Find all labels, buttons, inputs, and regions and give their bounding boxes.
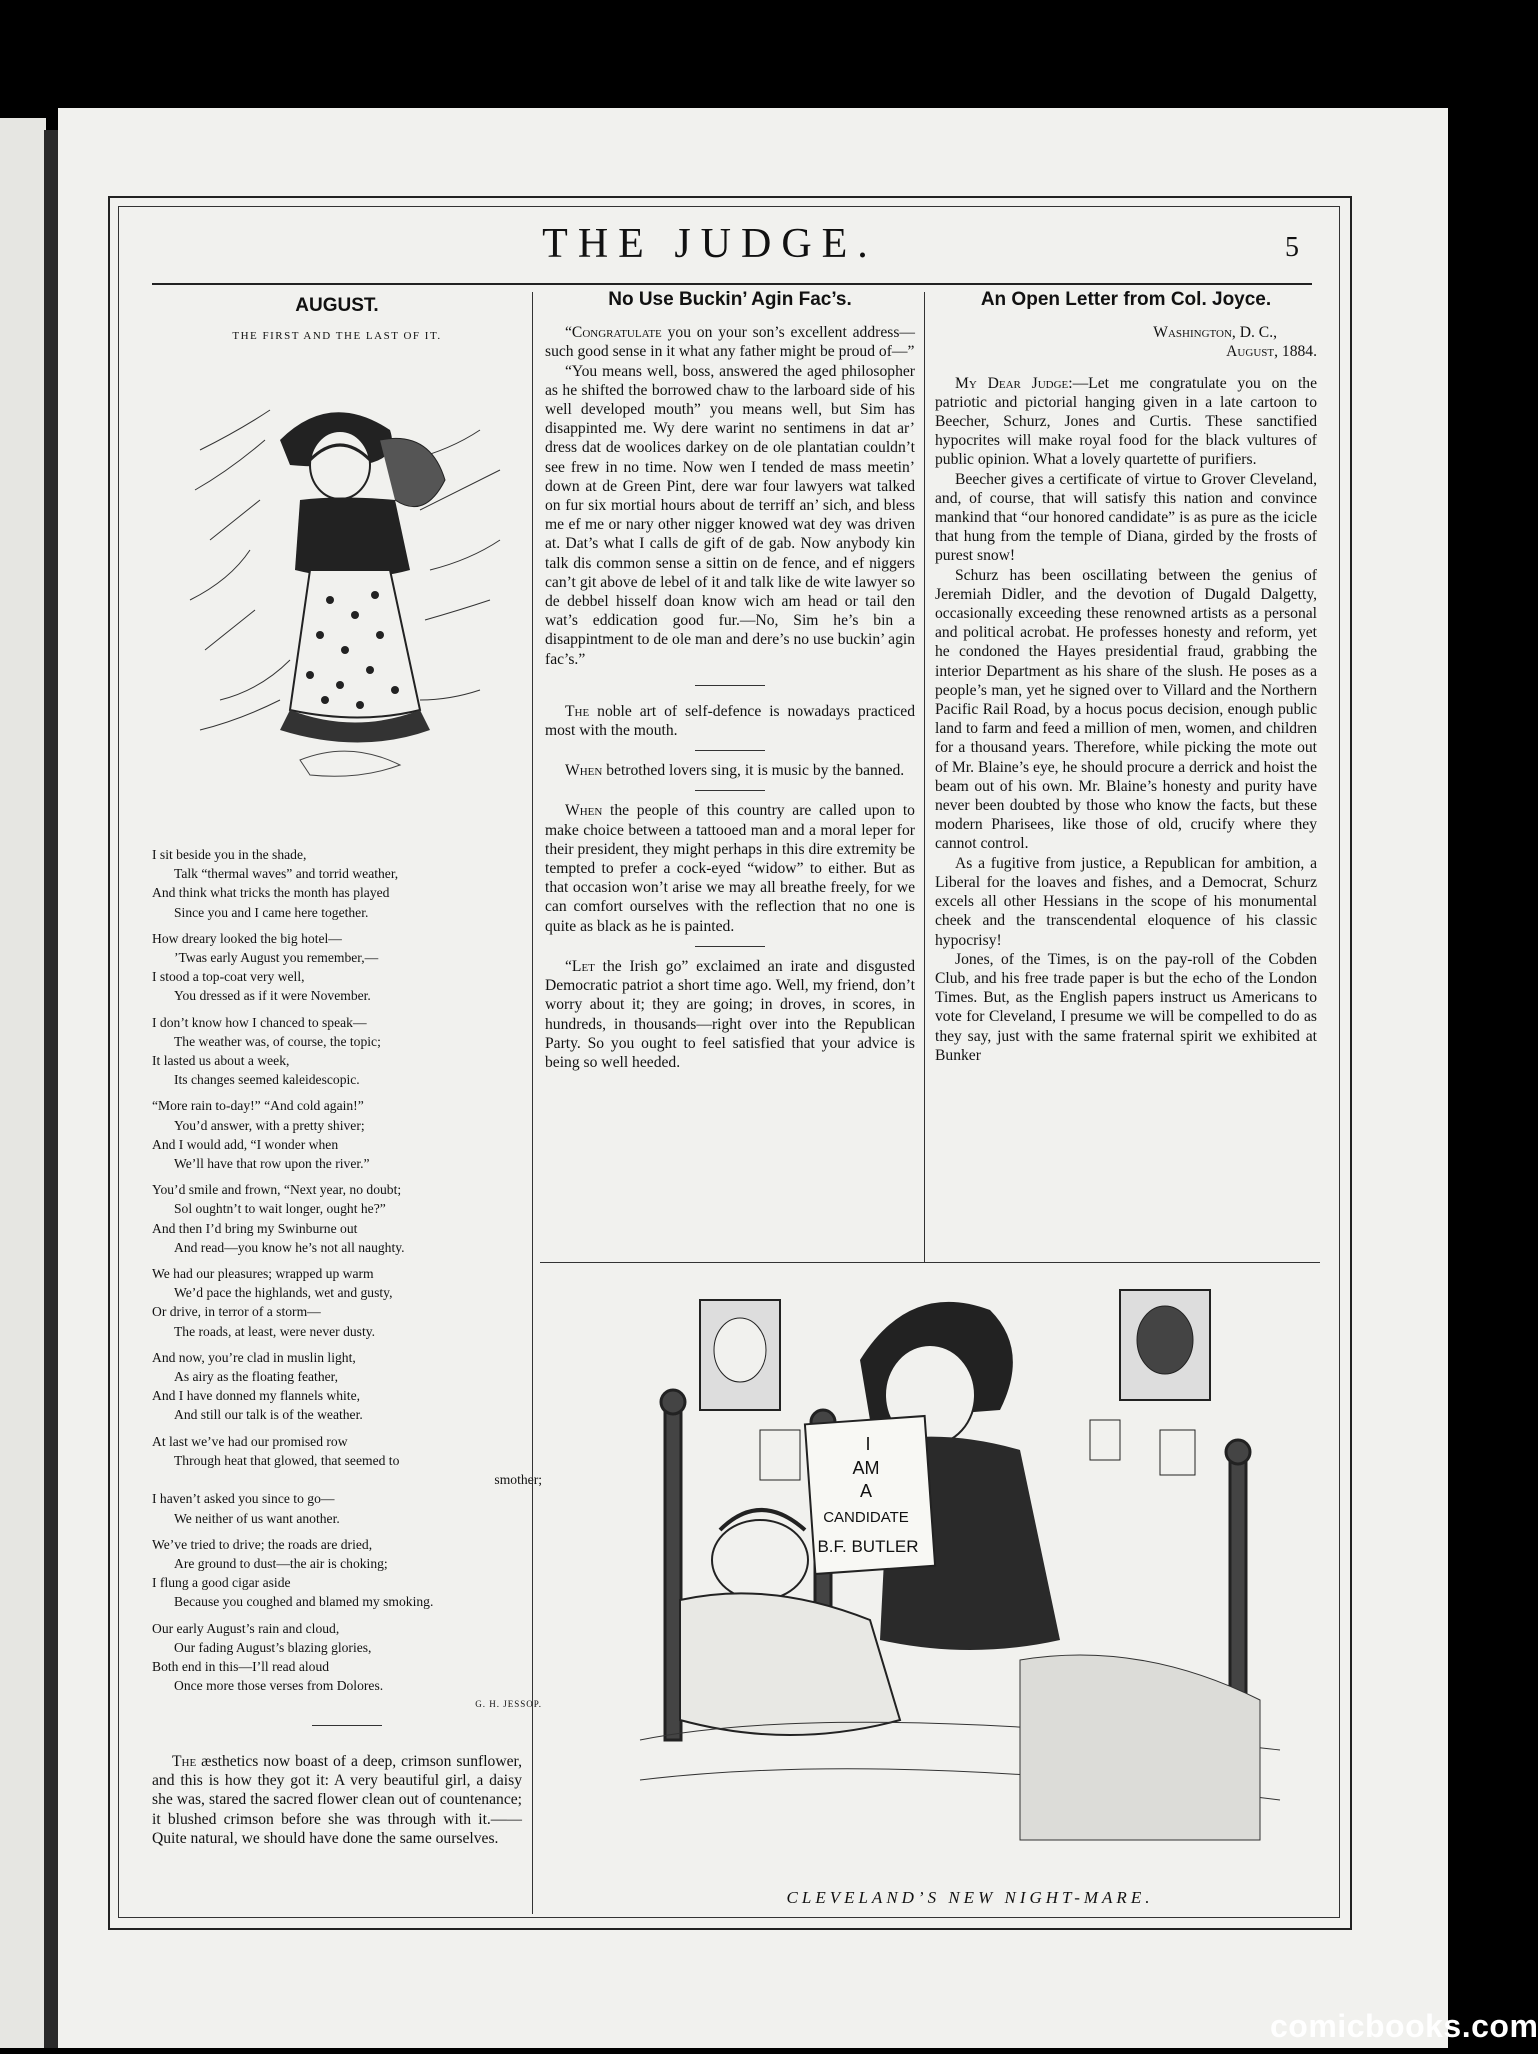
page-number: 5 bbox=[1285, 232, 1299, 263]
divider bbox=[695, 685, 765, 686]
cartoon-illustration bbox=[640, 1280, 1280, 1870]
cartoon-top-rule bbox=[540, 1262, 1320, 1263]
cartoon-caption: CLEVELAND’S NEW NIGHT-MARE. bbox=[786, 1888, 1154, 1907]
august-subtitle: THE FIRST AND THE LAST OF IT. bbox=[232, 330, 442, 343]
buckin-title: No Use Buckin’ Agin Fac’s. bbox=[608, 289, 852, 310]
stanza: And now, you’re clad in muslin light, As airy as the floating feather, And I have donned my flannels white, And still our talk is of the weather. bbox=[152, 1349, 363, 1423]
column-rule-2 bbox=[924, 292, 925, 1262]
august-poem bbox=[152, 845, 542, 1740]
stanza: Our early August’s rain and cloud, Our fading August’s blazing glories, Both end in this—I’ll read aloud Once more those verses from Dolores. bbox=[152, 1620, 384, 1694]
letter-title: An Open Letter from Col. Joyce. bbox=[980, 289, 1272, 310]
buckin-column: No Use Buckin’ Agin Fac’s. “Congratulate you on your son’s excellent address—such good sense in it what any father might be proud of—” “You means well, boss, answered the aged philosopher as he shifted the borrowed chaw to the larboard side of his well developed mouth” you means well, but Sim has disappinted me. Wy dere warint no sentimens in dat ar’ dress dat de woolices darkey on de ole plantatian couldn’t see frew in no time. Now wen I tended de mass meetin’ down at de Green Pint, dere war four lawyers wat talked on fur six mortial hours about de terriff an’ sich, and bless me ef me or nary other nigger knowed wat dey was driven at. Dat’s what I calls de gift of de gab. Now anybody kin talk dis common sense a sittin on de fence, and ef niggers can’t git above de lebel of it and talk like de wite lawyer so de debbel hisself doan know wich am head or tail den wat’s eddication good fur.—No, Sim he’s bin a disappintment to de ole man and dere’s no use buckin’ agin fac’s.” The noble art of self-defence is nowadays practiced most with the mouth. When betrothed lovers sing, it is music by the banned. When the people of this country are called upon to make choice between a tattooed man and a moral leper for their president, they might perhaps in this dire extremity be tempted to prefer a cock-eyed “widow” to either. But as that occasion won’t arise we may all breathe freely, for we can comfort ourselves with the reflection that no one is quite as black as he is painted. “Let the Irish go” exclaimed an irate and disgusted Democratic patriot a short time ago. Well, my friend, don’t worry about it; they are going; in droves, in scores, in hundreds, in thousands—right over into the Republican Party. So you ought to feel satisfied that your advice is being so well heeded. bbox=[545, 289, 915, 1071]
stanza: I sit beside you in the shade, Talk “thermal waves” and torrid weather, And think what tricks the month has played Since you and I came here together. bbox=[152, 847, 399, 920]
august-header bbox=[152, 296, 522, 346]
stanza: We had our pleasures; wrapped up warm We’d pace the highlands, wet and gusty, Or drive, in terror of a storm— The roads, at least, were never dusty. bbox=[152, 1266, 393, 1339]
stanza: You’d smile and frown, “Next year, no doubt; Sol oughtn’t to wait longer, ought he?” And then I’d bring my Swinburne out And read—you know he’s not all naughty. bbox=[152, 1182, 405, 1255]
letter-place: Washington, D. C., bbox=[1153, 324, 1277, 342]
sign-line-5: B.F. BUTLER bbox=[817, 1537, 919, 1556]
sign-line-3: A bbox=[859, 1481, 873, 1501]
august-illustration bbox=[180, 370, 520, 810]
divider bbox=[695, 750, 765, 751]
stanza: We’ve tried to drive; the roads are dried, Are ground to dust—the air is choking; I flung a good cigar aside Because you coughed and blamed my smoking. bbox=[152, 1536, 434, 1610]
watermark: comicbooks.com bbox=[1270, 2008, 1538, 2044]
letter-date: August, 1884. bbox=[1226, 343, 1317, 361]
august-title: AUGUST. bbox=[295, 295, 379, 316]
facing-page-edge bbox=[0, 118, 46, 2048]
poem-signature: G. H. JESSOP. bbox=[475, 1699, 542, 1710]
letter-column: An Open Letter from Col. Joyce. Washington, D. C., August, 1884. My Dear Judge:—Let me congratulate you on the patriotic and pictorial hanging given in a late cartoon to Beecher, Schurz, Jones and Curtis. These sanctified hypocrites will make royal food for the black vultures of public opinion. What a lovely quartette of purifiers. Beecher gives a certificate of virtue to Grover Cleveland, and, of course, that will satisfy this nation and convince mankind that “our honored candidate” is as pure as the icicle that hung from the temple of Diana, girded by the frosts of purest snow! Schurz has been oscillating between the genius of Jeremiah Didler, and the devotion of Dugald Dalgetty, occasionally exceeding these renowned artists as a personal and political acrobat. He professes honesty and reform, yet he condoned the Hayes presidential fraud, grabbing the interior Department as his share of the slush. He poses as a people’s man, yet he signed over to Villard and the Northern Pacific Rail Road, by a hocus pocus decision, enough public land to farm and feed a million of men, women, and children for a thousand years. Therefore, while picking the mote out of Mr. Blaine’s eye, he should procure a derrick and hoist the beam out of his own. Mr. Blaine’s honesty and purity have never been doubted by those who know the facts, but these modern Pharisees, like those of old, crucify where they cannot control. As a fugitive from justice, a Republican for ambition, a Liberal for the loaves and fishes, and a Democrat, Schurz excels all other Hessians in the scope of his monumental cheek and the transcendental eloquence of his classic hypocrisy! Jones, of the Times, is on the pay-roll of the Cobden Club, and his free trade paper is but the echo of the London Times. But, as the English papers instruct us Americans to vote for Cleveland, I presume we will be compelled to do as they say, just with the same fraternal spirit we exhibited at Bunker bbox=[935, 289, 1317, 1064]
divider bbox=[312, 1725, 382, 1726]
divider bbox=[695, 790, 765, 791]
stanza: “More rain to-day!” “And cold again!” You’d answer, with a pretty shiver; And I would add, “I wonder when We’ll have that row upon the river.” bbox=[152, 1098, 370, 1172]
stanza: At last we’ve had our promised row Through heat that glowed, that seemed to smother; I haven’t asked you since to go— We neither of us want another. bbox=[152, 1433, 542, 1526]
candidate-sign bbox=[805, 1416, 935, 1574]
woman-figure bbox=[280, 412, 445, 776]
masthead: THE JUDGE. bbox=[542, 221, 878, 267]
divider bbox=[695, 946, 765, 947]
sign-line-1: I bbox=[865, 1434, 871, 1454]
aesthetics-paragraph: The æsthetics now boast of a deep, crimson sunflower, and this is how they got it: A very beautiful girl, a daisy she was, stared the sacred flower clean out of countenance; it blushed crimson before she was through with it.——Quite natural, we should have done the same ourselves. bbox=[152, 1753, 522, 1847]
stanza: How dreary looked the big hotel— ’Twas early August you remember,— I stood a top-coat very well, You dressed as if it were November. bbox=[152, 930, 379, 1004]
stanza: I don’t know how I chanced to speak— The weather was, of course, the topic; It lasted us about a week, Its changes seemed kaleidescopic. bbox=[152, 1014, 381, 1088]
sign-line-4: CANDIDATE bbox=[823, 1509, 909, 1526]
sign-line-2: AM bbox=[852, 1458, 880, 1478]
header-rule bbox=[152, 283, 1312, 285]
